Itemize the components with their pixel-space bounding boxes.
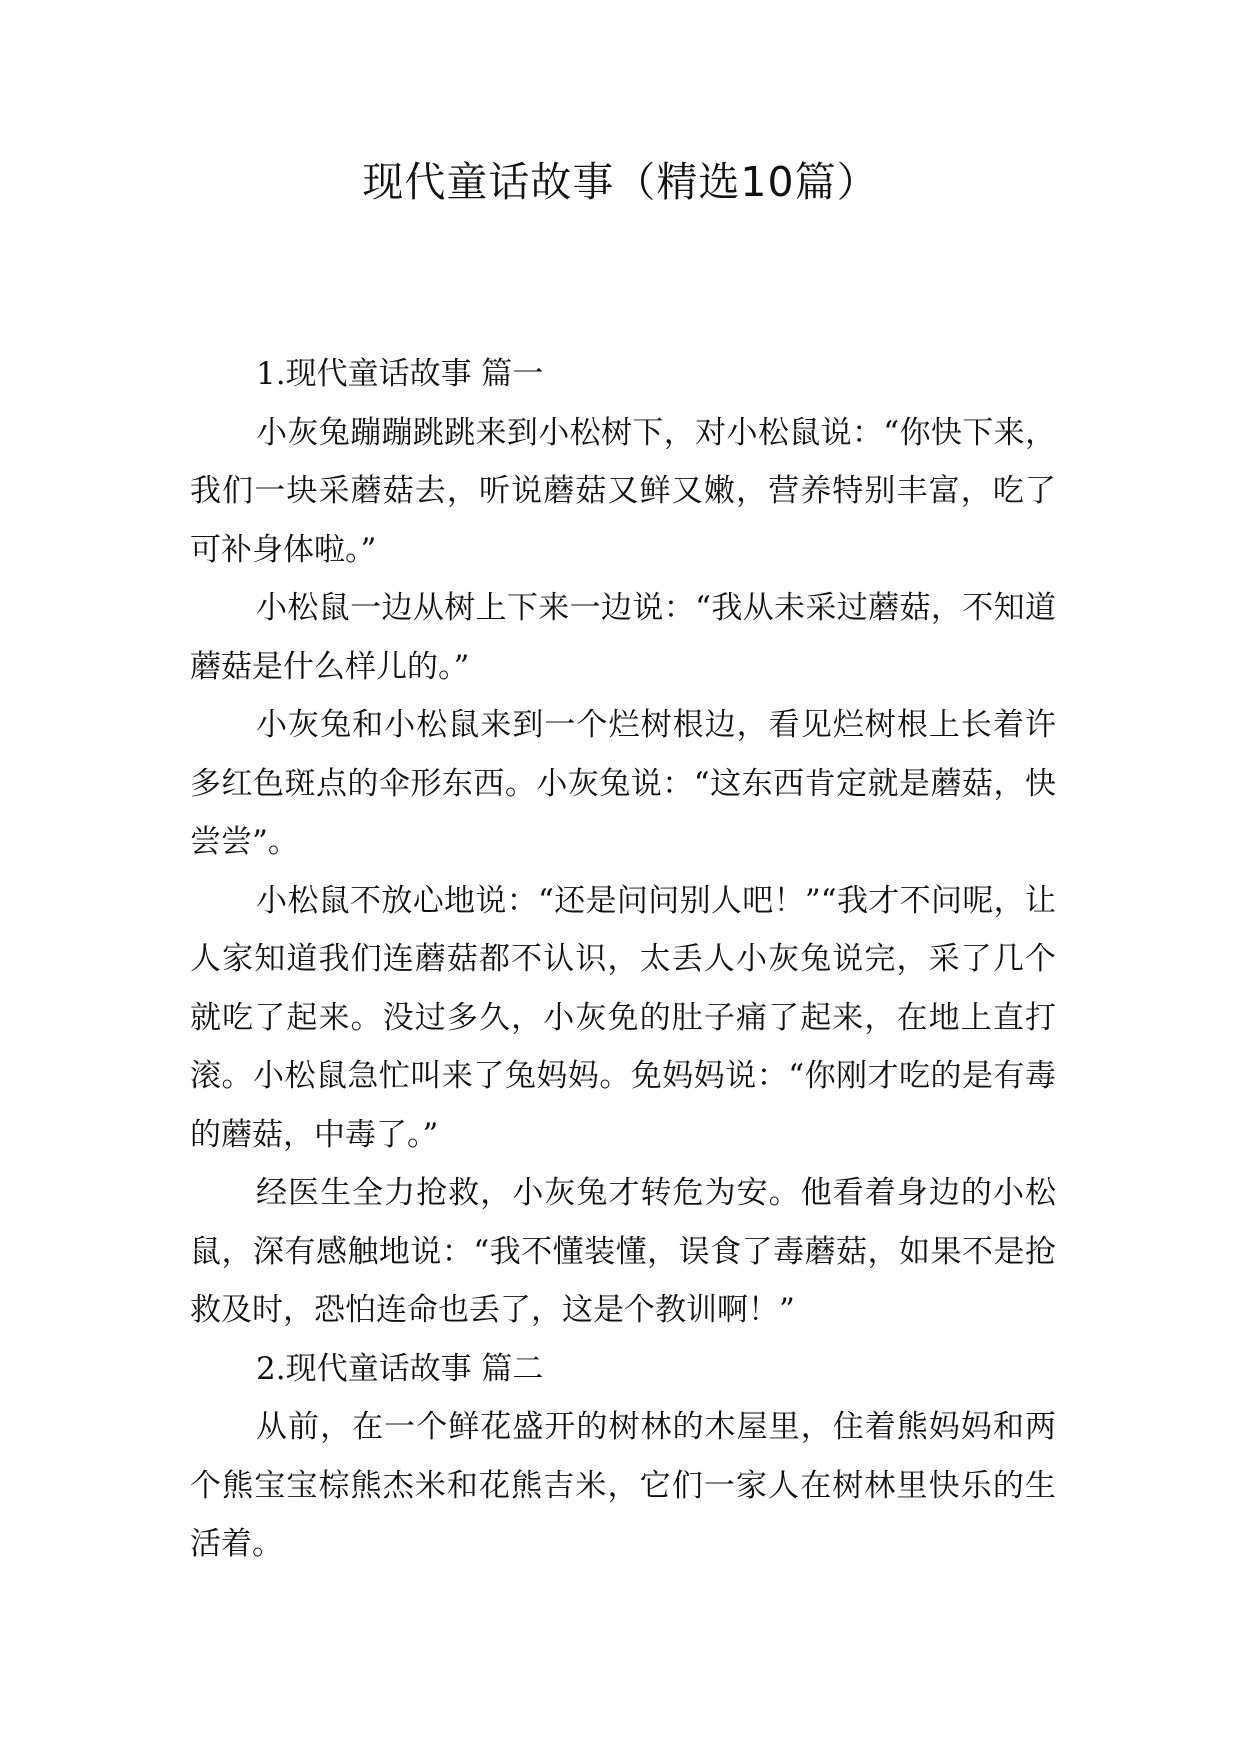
section-heading-2: 2.现代童话故事 篇二 bbox=[256, 1350, 544, 1387]
paragraph: 小松鼠不放心地说：“还是问问别人吧！”“我才不问呢，让人家知道我们连蘑菇都不认识，太丢人小灰兔说完，采了几个就吃了起来。没过多久，小灰免的肚子痛了起来，在地上直打滚。小松鼠急忙叫来了兔妈妈。免妈妈说：“你刚才吃的是有毒的蘑菇，中毒了。” bbox=[190, 882, 1056, 1153]
document-body bbox=[190, 345, 1056, 1574]
paragraph: 经医生全力抢救，小灰兔才转危为安。他看着身边的小松鼠，深有感触地说：“我不懂装懂，误食了毒蘑菇，如果不是抢救及时，恐怕连命也丢了，这是个教训啊！” bbox=[190, 1175, 1056, 1328]
paragraph: 小松鼠一边从树上下来一边说：“我从未采过蘑菇，不知道蘑菇是什么样儿的。” bbox=[190, 590, 1056, 685]
section-heading-1: 1.现代童话故事 篇一 bbox=[256, 356, 544, 392]
paragraph: 小灰兔和小松鼠来到一个烂树根边，看见烂树根上长着许多红色斑点的伞形东西。小灰兔说：“这东西肯定就是蘑菇，快尝尝”。 bbox=[190, 707, 1056, 860]
paragraph: 小灰兔蹦蹦跳跳来到小松树下，对小松鼠说：“你快下来，我们一块采蘑菇去，听说蘑菇又鲜又嫩，营养特别丰富，吃了可补身体啦。” bbox=[190, 414, 1056, 568]
document-title: 现代童话故事（精选10篇） bbox=[362, 158, 879, 206]
paragraph: 从前，在一个鲜花盛开的树林的木屋里，住着熊妈妈和两个熊宝宝棕熊杰米和花熊吉米，它们一家人在树林里快乐的生活着。 bbox=[190, 1409, 1056, 1562]
